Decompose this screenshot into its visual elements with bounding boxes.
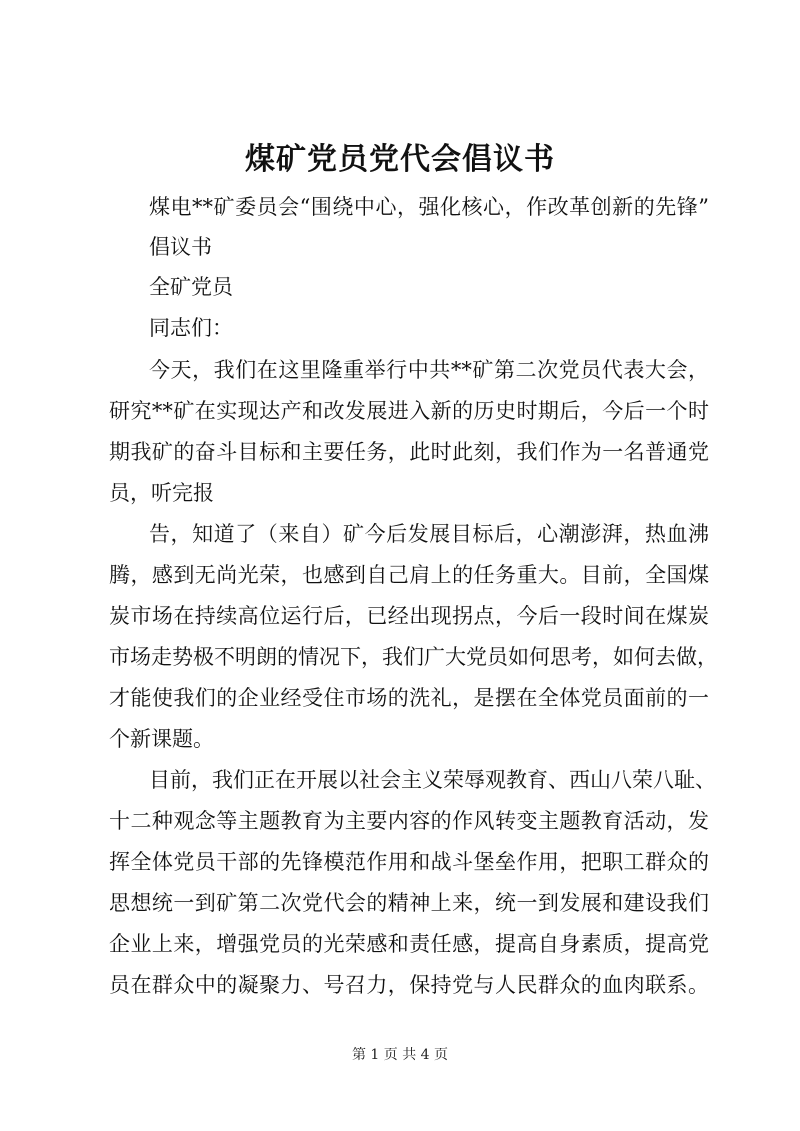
text-line: 倡议书 <box>149 235 212 259</box>
text-line: 今天，我们在这里隆重举行中共**矿第二次党员代表大会， <box>149 358 709 382</box>
text-line: 期我矿的奋斗目标和主要任务，此时此刻，我们作为一名普通党 <box>109 440 709 464</box>
text-line: 员，听完报 <box>109 481 214 505</box>
text-line: 腾，感到无尚光荣，也感到自己肩上的任务重大。目前，全国煤 <box>109 563 709 587</box>
document-title: 煤矿党员党代会倡议书 <box>245 142 555 177</box>
text-line: 全矿党员 <box>149 275 233 299</box>
text-line: 才能使我们的企业经受住市场的洗礼，是摆在全体党员面前的一 <box>109 686 709 710</box>
text-line: 研究**矿在实现达产和改发展进入新的历史时期后，今后一个时 <box>109 399 709 423</box>
text-line: 同志们： <box>149 316 233 340</box>
text-line: 煤电**矿委员会“围绕中心，强化核心，作改革创新的先锋” <box>149 195 709 219</box>
text-line: 炭市场在持续高位运行后，已经出现拐点，今后一段时间在煤炭 <box>109 604 709 628</box>
text-line: 十二种观念等主题教育为主要内容的作风转变主题教育活动，发 <box>109 809 709 833</box>
text-line: 个新课题。 <box>109 727 214 751</box>
page-number: 第 1 页 共 4 页 <box>351 1047 449 1063</box>
text-line: 思想统一到矿第二次党代会的精神上来，统一到发展和建设我们 <box>109 891 709 915</box>
text-line: 目前，我们正在开展以社会主义荣辱观教育、西山八荣八耻、 <box>149 768 716 792</box>
text-line: 挥全体党员干部的先锋模范作用和战斗堡垒作用，把职工群众的 <box>109 850 709 874</box>
text-line: 告，知道了（来自）矿今后发展目标后，心潮澎湃，热血沸 <box>149 522 709 546</box>
text-line: 员在群众中的凝聚力、号召力，保持党与人民群众的血肉联系。 <box>109 973 709 997</box>
text-line: 市场走势极不明朗的情况下，我们广大党员如何思考，如何去做， <box>109 645 718 669</box>
text-line: 企业上来，增强党员的光荣感和责任感，提高自身素质，提高党 <box>109 932 709 956</box>
